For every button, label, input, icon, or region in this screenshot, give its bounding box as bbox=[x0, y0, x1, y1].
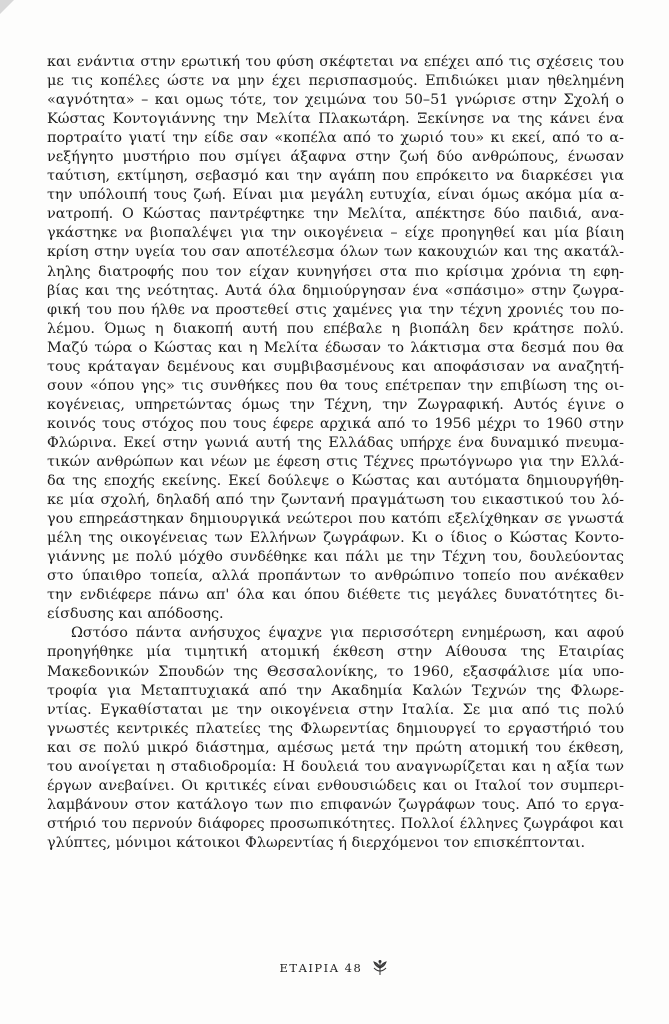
text-line: νεξήγητο μυστήριο που σμίγει άξαφνα στην ζωή δύο ανθρώπους, ένωσαν bbox=[47, 149, 624, 166]
text-line: κρίση στην υγεία του σαν αποτέλεσμα όλων των κακουχιών και της ακατάλ- bbox=[47, 244, 624, 261]
leaf-ornament-icon bbox=[371, 960, 389, 976]
page-number: 48 bbox=[344, 961, 363, 975]
text-line: κε μία σχολή, δηλαδή από την ζωντανή πραγμάτωση του εικαστικού του λό- bbox=[47, 492, 624, 509]
text-line: στήριό του περνούν διάφορες προσωπικότητες. Πολλοί έλληνες ζωγράφοι και bbox=[47, 815, 624, 832]
text-line: τροφία για Μεταπτυχιακά από την Ακαδημία Καλών Τεχνών της Φλωρε- bbox=[47, 682, 624, 699]
text-line: προηγήθηκε μία τιμητική ατομική έκθεση στην Αίθουσα της Εταιρίας bbox=[47, 644, 624, 661]
text-line: γκάστηκε να βιοπαλέψει για την οικογένεια – είχε προηγηθεί και μία βίαιη bbox=[47, 225, 624, 242]
text-line: Κώστας Κοντογιάννης την Μελίτα Πλακωτάρη. Ξεκίνησε να της κάνει ένα bbox=[47, 111, 624, 128]
text-line: Μακεδονικών Σπουδών της Θεσσαλονίκης, το 1960, εξασφάλισε μία υπο- bbox=[47, 663, 624, 680]
text-line: και σε πολύ μικρό διάστημα, αμέσως μετά την πρώτη ατομική του έκθεση, bbox=[47, 739, 624, 756]
text-line: κογένειας, υπηρετώντας όμως την Τέχνη, την Ζωγραφική. Αυτός έγινε ο bbox=[47, 396, 624, 413]
text-line: γιάννης με πολύ μόχθο συνδέθηκε και πάλι με την Τέχνη του, δουλεύοντας bbox=[47, 549, 624, 566]
text-line: ντίας. Εγκαθίσταται με την οικογένεια στην Ιταλία. Σε μια από τις πολύ bbox=[47, 701, 624, 718]
running-title: ΕΤΑΙΡΙΑ bbox=[279, 961, 340, 975]
text-line: του ανοίγεται η σταδιοδρομία: Η δουλειά του αναγνωρίζεται και η αξία των bbox=[47, 758, 624, 775]
text-line: την ενδιέφερε πάνω απ' όλα και όπου διέθετε τις μεγάλες δυνατότητες δι- bbox=[47, 587, 624, 604]
text-line: την υπόλοιπή τους ζωή. Είναι μια μεγάλη ευτυχία, είναι όμως ακόμα μία α- bbox=[47, 187, 624, 204]
text-line: με τις κοπέλες ώστε να μην έχει περισπασμούς. Επιδιώκει μιαν ηθελημένη bbox=[47, 73, 624, 90]
body-text bbox=[47, 53, 624, 853]
text-line: γλύπτες, μόνιμοι κάτοικοι Φλωρεντίας ή διερχόμενοι τον επισκέπτονται. bbox=[47, 834, 586, 851]
text-line: Φλώρινα. Εκεί στην γωνιά αυτή της Ελλάδας υπήρχε ένα δυναμικό πνευμα- bbox=[47, 434, 624, 451]
text-line: λαμβάνουν στον κατάλογο των πιο επιφανών ζωγράφων τους. Από το εργα- bbox=[47, 796, 624, 813]
text-line: είσδυσης και απόδοσης. bbox=[47, 606, 224, 623]
text-line: λέμου. Όμως η διακοπή αυτή που επέβαλε η βιοπάλη δεν κράτησε πολύ. bbox=[47, 320, 624, 337]
text-line: γνωστές κεντρικές πλατείες της Φλωρεντίας δημιουργεί το εργαστήριό του bbox=[47, 720, 624, 737]
text-line: κοινός τους στόχος που τους έφερε αρχικά από το 1956 μέχρι το 1960 στην bbox=[47, 415, 624, 432]
text-line: τους κράταγαν δεμένους και συμβιβασμένους και αποφάσισαν να αναζητή- bbox=[47, 358, 624, 375]
text-line: σουν «όπου γης» τις συνθήκες που θα τους επέτρεπαν την επιβίωση της οι- bbox=[47, 377, 624, 394]
text-line: μέλη της οικογένειας των Ελλήνων ζωγράφων. Κι ο ίδιος ο Κώστας Κοντο- bbox=[47, 530, 624, 547]
text-line: «αγνότητα» – και ομως τότε, τον χειμώνα του 50–51 γνώρισε στην Σχολή ο bbox=[47, 92, 624, 109]
text-line: δα της εποχής εκείνης. Εκεί δούλεψε ο Κώστας και αυτόματα δημιουργήθη- bbox=[47, 473, 624, 490]
text-line: Μαζύ τώρα ο Κώστας και η Μελίτα έδωσαν το λάκτισμα στα δεσμά που θα bbox=[47, 339, 624, 356]
text-line: ταύτιση, εκτίμηση, σεβασμό και την αγάπη που επρόκειτο να διαρκέσει για bbox=[47, 168, 624, 185]
text-line: έργων ανεβαίνει. Οι κριτικές είναι ενθουσιώδεις και οι Ιταλοί τον συμπερι- bbox=[47, 777, 624, 794]
text-line: γου επηρεάστηκαν δημιουργικά νεώτεροι που κατόπι εξελίχθηκαν σε γνωστά bbox=[47, 511, 624, 528]
text-line: πορτραίτο γιατί την είδε σαν «κοπέλα από το χωριό του» κι εκεί, από το α- bbox=[47, 130, 624, 147]
text-line: βίας και της νεότητας. Αυτά όλα δημιούργησαν ένα «σπάσιμο» στην ζωγρα- bbox=[47, 282, 624, 299]
page-footer bbox=[0, 960, 669, 976]
text-line: φική του που ήλθε να προστεθεί στις χαμένες για την τέχνη χρονιές του πο- bbox=[47, 301, 624, 318]
text-line: Ωστόσο πάντα ανήσυχος έψαχνε για περισσότερη ενημέρωση, και αφού bbox=[71, 625, 624, 642]
page-corner-fold bbox=[0, 0, 14, 14]
text-line: νατροπή. Ο Κώστας παντρέφτηκε την Μελίτα, απέκτησε δύο παιδιά, ανα- bbox=[47, 206, 624, 223]
text-line: και ενάντια στην ερωτική του φύση σκέφτεται να επέχει από τις σχέσεις του bbox=[47, 54, 624, 70]
text-line: ληλης διατροφής που τον είχαν κυνηγήσει στα πιο κρίσιμα χρόνια τη εφη- bbox=[47, 263, 624, 280]
text-line: στο ύπαιθρο τοπεία, αλλά προπάντων το ανθρώπινο τοπείο που ανέκαθεν bbox=[47, 568, 624, 585]
text-line: τικών ανθρώπων και νέων με έφεση στις Τέχνες πρωτόγνωρο για την Ελλά- bbox=[47, 453, 624, 470]
